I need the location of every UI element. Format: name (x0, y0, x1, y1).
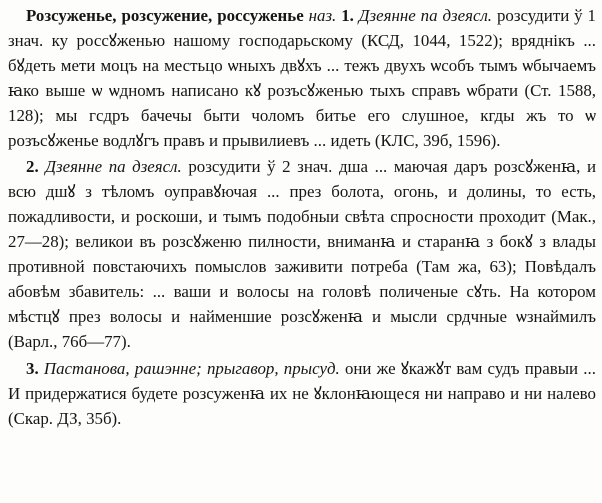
sense-number: 2. (26, 157, 39, 177)
grammar-label: наз. (308, 6, 337, 25)
sense-text: розсудити ў 1 знач. ку россꙋженью нашому господарьскому (КСД, 1044, 1522); вряднікъ ... бꙋдеть мети моцъ на местьцо ѡныхъ двꙋхъ ... тежъ двухъ ѡсобъ тымъ ѡбычаемъ ꙗко выше ѡ ѡдномъ написано кꙋ розъсꙋженью тыхъ справъ ѡбрати (Ст. 1588, 128); мы гсдръ бачечы быти чоломъ битье его слушное, кгды жъ то ѡ розъсꙋженье водлꙋгъ правъ и прывилиевъ ... идеть (КЛС, 39б, 1596). (8, 6, 596, 150)
sense-number: 1. (341, 6, 354, 25)
dictionary-entry-sense-2 (8, 155, 596, 354)
headword: Розсуженье, розсужение, россуженье (26, 6, 304, 25)
dictionary-entry-sense-1 (8, 4, 596, 153)
sense-text: они же ꙋкажꙋт вам судъ правыи ... И придержатися будете розсуженꙗ их не ꙋклонꙗющеся ни направо и ни налево (Скар. ДЗ, 35б). (8, 358, 596, 428)
sense-gloss: Пастанова, рашэнне; прыгавор, прысуд. (43, 358, 340, 378)
dictionary-entry-sense-3 (8, 357, 596, 432)
sense-number: 3. (26, 358, 39, 378)
sense-text: розсудити ў 2 знач. дша ... маючая даръ розсꙋженꙗ, и всю дшꙋ з тѣломъ оуправꙋючая ... през болота, огонь, и долины, то есть, пожадливости, и роскоши, и тымъ подобныи свѣта спросности проходит (Мак., 27—28); великои въ розсꙋженю пилности, вниманꙗ и старанꙗ з бокꙋ з влады противной повстаючихъ помыслов заживити потреба (Там жа, 63); Повѣдалъ абовѣм збавитель: ... ваши и волосы на головѣ поличеные сꙋть. На котором мѣстцꙋ през волосы и найменшие розсꙋженꙗ и мысли срдчные ѡзнаймилъ (Варл., 76б—77). (8, 157, 596, 351)
sense-gloss: Дзеянне па дзеясл. (45, 157, 182, 177)
sense-gloss: Дзеянне па дзеясл. (358, 6, 493, 25)
